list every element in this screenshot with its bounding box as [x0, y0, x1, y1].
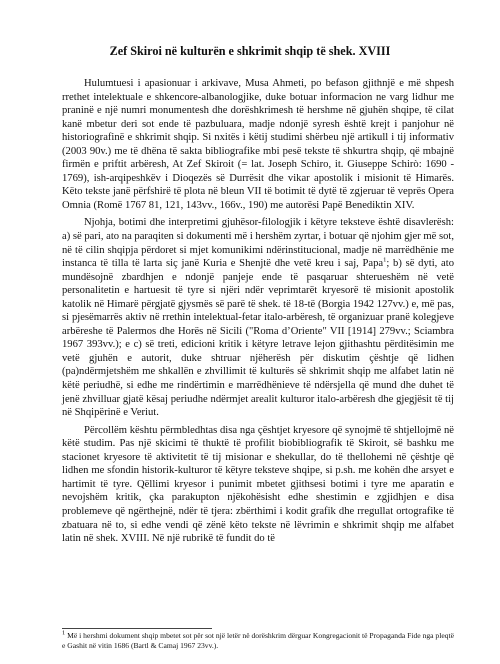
footnote-reference[interactable]: 1: [383, 256, 387, 264]
footnote-divider: [62, 628, 212, 629]
paragraph-3: Përcollëm kështu përmbledhtas disa nga çështjet kryesore që synojmë të shtjellojmë në këtë studim. Pas një skicimi të thuktë të profilit biobibliografik të Skiroit, së bashku me stacionet kryesore të aktivitetit të tij misionar e shekullar, do të thellohemi në çështje që lidhen me sfondin historik-kulturor të këtyre teksteve shqipe, si p.sh. me kohën dhe arsyet e hartimit të tyre. Qëllimi kryesor i punimit mbetet gjithsesi botimi i tyre me aparatin e nevojshëm kritik, çka parakupton njëkohësisht edhe shestimin e zgjidhjen e disa problemeve që ngërthejnë, ndër të tjera: zbërthimi i kodit grafik dhe rregullat ortografike të zbatuara në to, si edhe vendi që zënë këto tekste në lëvrimin e shkrimit shqip me alfabet latin në shek. XVIII. Në një rubrikë të fundit do të: [62, 424, 454, 545]
paragraph-2-part-a: Njohja, botimi dhe interpretimi gjuhësor-filologjik i këtyre teksteve është disavlerësh: a) së pari, ato na paraqiten si dokumenti më i hershëm zyrtar, i botuar që njohim gjer më sot, në të cilin shqipja përdoret si mjet komunikimi ndërinstitucional, madje në marrëdhënie me instanca të tilla të larta siç janë Kuria e Shenjtë dhe vetë kreu i saj, Papa: [62, 217, 454, 270]
footnote: [62, 631, 454, 650]
document-body: [62, 77, 454, 550]
paragraph-2-part-b: ; b) së dyti, ato mundësojnë zbardhjen e ndonjë panjeje ende të pasqaruar shterueshëm në vetë personalitetin e hartuesit të tyre si njëri ndër veprimtarët kryesorë të misionit apostolik katolik në Himarë përgjatë gjysmës së parë të shek. të 18-të (Borgia 1942 127vv.) e, më pas, si pjesëmarrës aktiv në rrethin intelektual-fetar italo-arbëresh, të organizuar pranë kolegjeve arbëreshe të Palermos dhe Horës në Sicili ("Roma d’Oriente" VII [1914] 279vv.; Sciambra 1967 393vv.); e c) së treti, edicioni kritik i këtyre letrave lejon gjithashtu përditësimin me vetë gjuhën e autorit, duke shtruar njëherësh për diskutim çështje që lidhen (pa)ndërmjetshëm me shkallën e zhvillimit të kulturës së shkrimit shqip me alfabet latin në këtë periudhë, si edhe me rindërtimin e marrëdhënieve të ndërsjella që mund dhe duhet të jenë zhvilluar gjatë kësaj periudhe ndërmjet arealit kulturor italo-arbëresh dhe gjegjësit të tij në Shqipërinë e Veriut.: [62, 258, 454, 419]
paragraph-1: Hulumtuesi i apasionuar i arkivave, Musa Ahmeti, po befason gjithnjë e më shpesh rrethet intelektuale e shkencore-albanologjike, duke botuar informacion ne varg lidhur me praninë e një numri monumentesh dhe dorëshkrimesh të hershme në gjuhën shqipe, të cilat kanë mbetur deri sot ende të pazbuluara, madje ndonjë syresh është krejt i panjohur në historiografinë e shkrimit shqip. Si nxitës i këtij studimi shërbeu një artikull i tij informativ (2003 90v.) me të dhëna të sakta bibliografike mbi pesë tekste të shkurtra shqip, që mbajnë firmën e priftit arbëresh, At Zef Skiroit (= lat. Joseph Schiro, it. Giuseppe Schirò: 1690 - 1769), ish-arqipeshkëv i Dioqezës së Durrësit dhe vikar apostolik i misionit të Himarës. Këto tekste janë përfshirë të plota në bleun VII të botimit të dytë të zgjeruar të veprës Opera Omnia (Romë 1767 81, 121, 143vv., 166v., 190) me autorësi Papë Benediktin XIV.: [62, 78, 454, 211]
paragraph-2: [62, 216, 454, 419]
document-title: Zef Skiroi në kulturën e shkrimit shqip të shek. XVIII: [109, 44, 391, 58]
footnote-text: Më i hershmi dokument shqip mbetet sot për sot një letër në dorëshkrim dërguar Kongregacionit të Propaganda Fide nga pleqtë e Gashit në vitin 1686 (Bartl & Camaj 1967 23vv.).: [62, 631, 454, 650]
footnote-number: 1: [62, 629, 66, 637]
